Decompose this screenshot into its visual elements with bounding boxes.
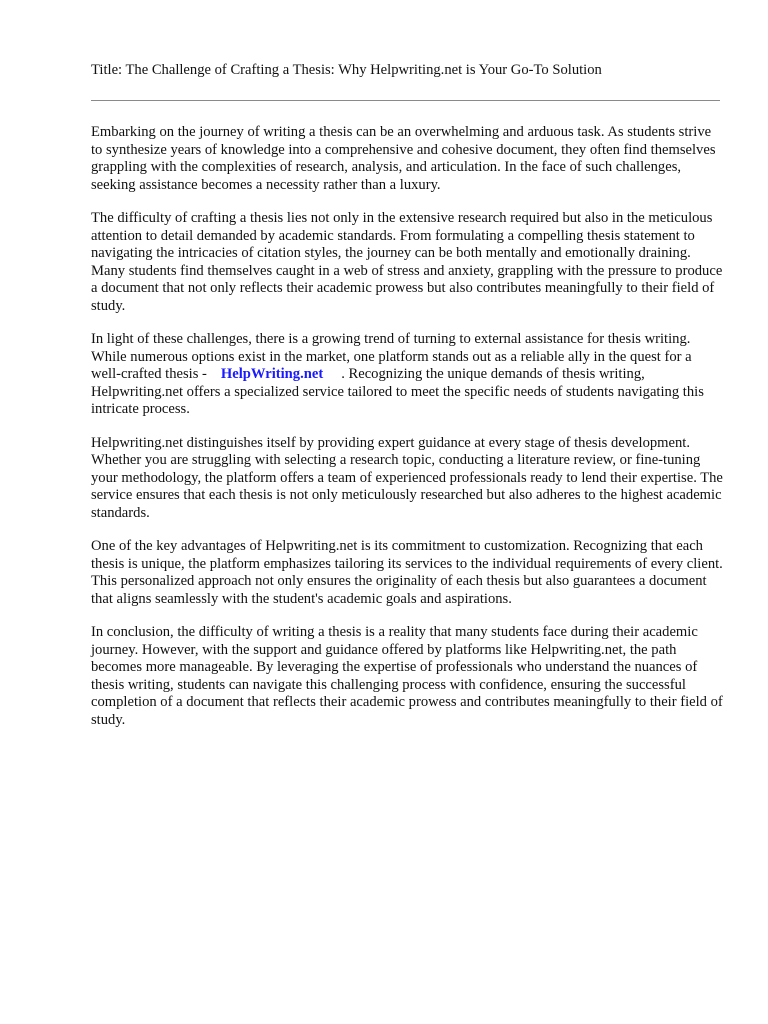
paragraph-difficulty: The difficulty of crafting a thesis lies not only in the extensive research required but also in the meticulous attention to detail demanded by academic standards. From formulating a compelling thesis statement to navigating the intricacies of citation styles, the journey can be both mentally and emotionally draining. Many students find themselves caught in a web of stress and anxiety, grappling with the pressure to produce a document that not only reflects their academic prowess but also contributes meaningfully to their field of study.	[91, 210, 723, 314]
paragraph-customization: One of the key advantages of Helpwriting.net is its commitment to customization. Recognizing that each thesis is unique, the platform emphasizes tailoring its services to the individual requirements of every client. This personalized approach not only ensures the originality of each thesis but also guarantees a document that aligns seamlessly with the student's academic goals and aspirations.	[91, 538, 723, 607]
document-title: Title: The Challenge of Crafting a Thesis: Why Helpwriting.net is Your Go-To Solution	[91, 62, 602, 78]
paragraph-assistance-text-before: In light of these challenges, there is a growing trend of turning to external assistance for thesis writing. While numerous options exist in the market, one platform stands out as a reliable ally in the quest for a well-crafted thesis -	[91, 331, 692, 382]
paragraph-intro: Embarking on the journey of writing a thesis can be an overwhelming and arduous task. As students strive to synthesize years of knowledge into a comprehensive and cohesive document, they often find themselves grappling with the complexities of research, analysis, and articulation. In the face of such challenges, seeking assistance becomes a necessity rather than a luxury.	[91, 124, 716, 193]
document-body	[91, 124, 723, 729]
title-divider	[91, 100, 720, 101]
paragraph-guidance: Helpwriting.net distinguishes itself by providing expert guidance at every stage of thesis development. Whether you are struggling with selecting a research topic, conducting a literature review, or fine-tuning your methodology, the platform offers a team of experienced professionals ready to lend their expertise. The service ensures that each thesis is not only meticulously researched but also adheres to the highest academic standards.	[91, 434, 723, 521]
paragraph-assistance	[91, 331, 723, 419]
document-page	[91, 60, 731, 745]
paragraph-assistance-text-after: . Recognizing the unique demands of thesis writing, Helpwriting.net offers a specialized service tailored to meet the specific needs of students navigating this intricate process.	[91, 366, 704, 417]
paragraph-conclusion: In conclusion, the difficulty of writing a thesis is a reality that many students face during their academic journey. However, with the support and guidance offered by platforms like Helpwriting.net, the path becomes more manageable. By leveraging the expertise of professionals who understand the nuances of thesis writing, students can navigate this challenging process with confidence, ensuring the successful completion of a document that reflects their academic prowess and contributes meaningfully to their field of study.	[91, 624, 723, 728]
helpwriting-link[interactable]: HelpWriting.net	[220, 366, 324, 382]
